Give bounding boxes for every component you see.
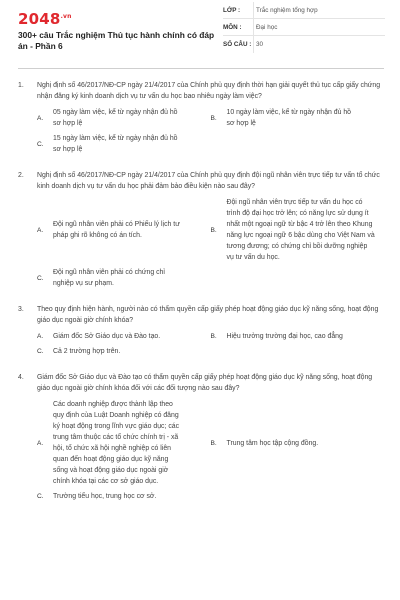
meta-divider <box>253 2 254 53</box>
meta-value: Đại học <box>256 23 278 31</box>
option-label: B. <box>210 114 217 122</box>
document-title: 300+ câu Trắc nghiệm Thủ tục hành chính có đáp án - Phần 6 <box>18 30 215 51</box>
option-label: A. <box>37 114 44 122</box>
question-number: 3. <box>18 306 24 313</box>
option-b[interactable] <box>211 197 385 263</box>
meta-row-count <box>223 36 385 53</box>
question-list <box>18 80 384 517</box>
option-text: Giám đốc Sở Giáo dục và Đào tạo. <box>53 333 161 340</box>
question-number: 2. <box>18 172 24 179</box>
question-4 <box>18 372 384 506</box>
question-text: Giám đốc Sở Giáo dục và Đào tạo có thẩm quyền cấp giấy phép hoạt động giáo dục kỹ năng sống, hoạt động giáo dục ngoài giờ chính khóa đối với các đối tượng nào sau đây? <box>37 374 373 392</box>
logo-suffix: .vn <box>60 13 72 20</box>
question-text: Theo quy định hiện hành, người nào có thẩm quyền cấp giấy phép hoạt động giáo dục kỹ năng sống, hoạt động giáo dục ngoài giờ chính khóa? <box>37 306 379 324</box>
document-meta <box>223 2 385 53</box>
meta-key: MÔN : <box>223 23 242 31</box>
option-text: Đội ngũ nhân viên phải có chứng chỉ nghiệp vụ sư phạm. <box>53 269 165 287</box>
option-text: Đội ngũ nhân viên phải có Phiếu lý lịch tư pháp ghi rõ không có án tích. <box>53 221 180 239</box>
option-a[interactable] <box>37 331 211 342</box>
option-text: 05 ngày làm việc, kể từ ngày nhận đủ hồ sơ hợp lệ <box>53 109 178 127</box>
option-b[interactable] <box>211 399 385 487</box>
option-text: Cả 2 trường hợp trên. <box>53 348 121 355</box>
option-c[interactable] <box>37 346 211 357</box>
question-2 <box>18 170 384 293</box>
option-text: Trung tâm học tập cộng đồng. <box>226 439 319 447</box>
meta-key: LỚP : <box>223 6 241 14</box>
option-c[interactable] <box>37 267 211 289</box>
option-text: Các doanh nghiệp được thành lập theo quy định của Luật Doanh nghiệp có đăng ký hoạt động trong lĩnh vực giáo dục; các trung tâm thuộc các tổ chức chính trị - xã hội, tổ chức xã hội nghề nghiệp có liên quan đến hoạt động giáo dục kỹ năng sống và hoạt động giáo dục ngoài giờ chính khóa tại các cơ sở giáo dục. <box>53 401 180 485</box>
option-label: C. <box>37 274 44 282</box>
option-text: Trường tiểu học, trung học cơ sở. <box>53 493 157 500</box>
option-a[interactable] <box>37 107 211 129</box>
meta-key: SỐ CÂU : <box>223 41 252 48</box>
option-label: B. <box>210 226 217 234</box>
option-label: A. <box>37 333 44 340</box>
meta-value: 30 <box>256 41 264 48</box>
question-text: Nghị định số 46/2017/NĐ-CP ngày 21/4/2017 của Chính phủ quy định đội ngũ nhân viên trực tiếp tư vấn tổ chức kinh doanh dịch vụ tư vấn du học phải đảm bảo điều kiện nào sau đây? <box>37 172 380 190</box>
option-text: 10 ngày làm việc, kể từ ngày nhận đủ hồ sơ hợp lệ <box>226 109 352 127</box>
option-text: 15 ngày làm việc, kể từ ngày nhận đủ hồ sơ hợp lệ <box>53 135 178 153</box>
meta-row-subject <box>223 19 385 36</box>
option-b[interactable] <box>211 107 385 129</box>
site-logo[interactable] <box>18 10 72 28</box>
question-text: Nghị định số 46/2017/NĐ-CP ngày 21/4/2017 của Chính phủ quy định thời hạn giải quyết thủ tục cấp giấy chứng nhận đăng ký kinh doanh dịch vụ tư vấn du học bao nhiêu ngày làm việc? <box>37 82 381 100</box>
option-label: B. <box>210 439 217 447</box>
question-3 <box>18 304 384 361</box>
logo-text: 2048 <box>18 10 61 28</box>
header-divider <box>18 68 384 69</box>
meta-value: Trắc nghiệm tổng hợp <box>256 6 318 14</box>
option-label: A. <box>37 439 44 447</box>
option-b[interactable] <box>211 331 385 342</box>
question-number: 1. <box>18 82 24 89</box>
question-1 <box>18 80 384 159</box>
option-a[interactable] <box>37 197 211 263</box>
option-label: C. <box>37 140 44 148</box>
option-c[interactable] <box>37 133 211 155</box>
option-a[interactable] <box>37 399 211 487</box>
option-c[interactable] <box>37 491 211 502</box>
option-text: Đội ngũ nhân viên trực tiếp tư vấn du học có trình độ đại học trở lên; có năng lực sử dụng ít nhất một ngoại ngữ từ bậc 4 trở lên theo Khung năng lực ngoại ngữ 6 bậc dùng cho Việt Nam và tương đương; có chứng chỉ bồi dưỡng nghiệp vụ tư vấn du học. <box>226 199 375 261</box>
question-number: 4. <box>18 374 24 381</box>
option-label: C. <box>37 348 44 355</box>
option-label: B. <box>210 333 217 340</box>
option-label: C. <box>37 493 44 500</box>
meta-row-class <box>223 2 385 19</box>
option-text: Hiệu trưởng trường đại học, cao đẳng <box>226 333 343 340</box>
option-label: A. <box>37 226 44 234</box>
